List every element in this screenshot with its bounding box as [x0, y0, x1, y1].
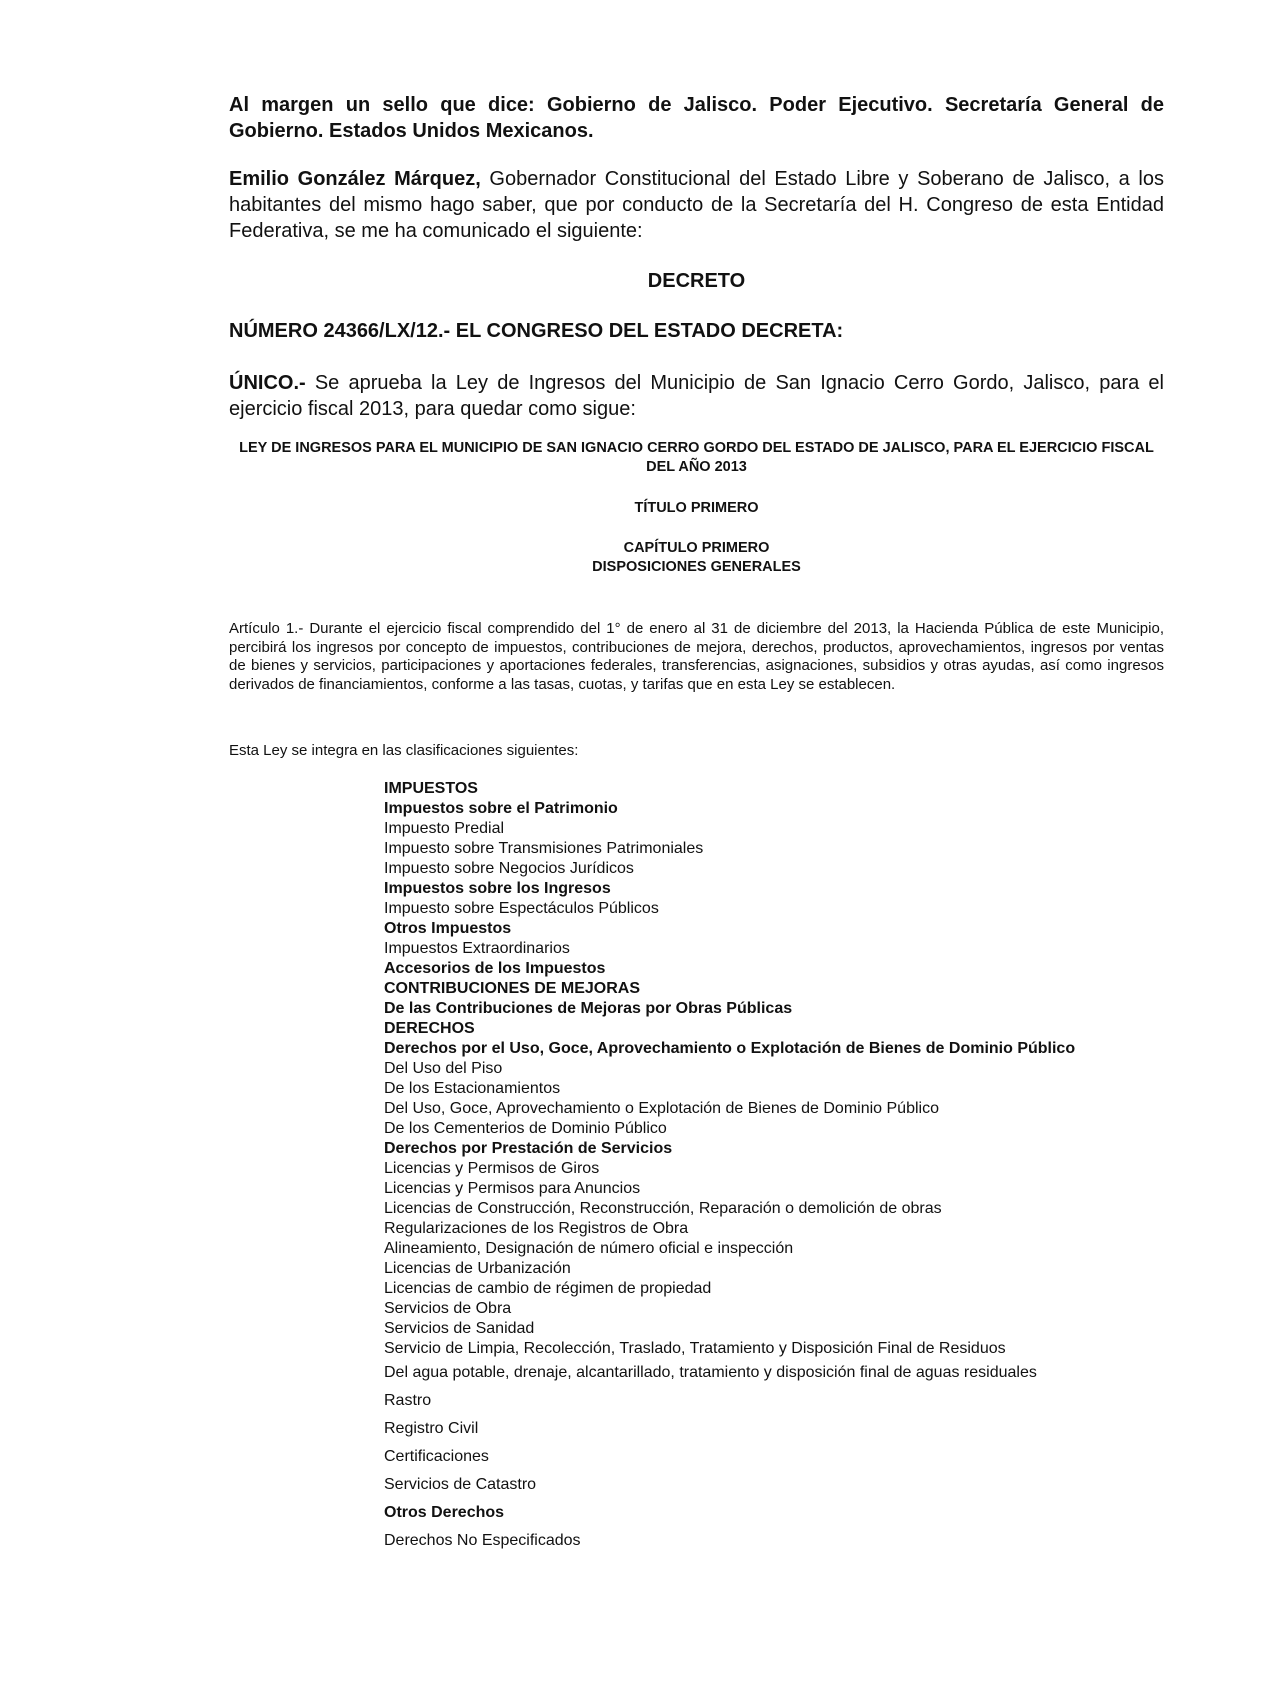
classification-item: Impuesto sobre Espectáculos Públicos — [384, 900, 659, 917]
classification-item: Licencias y Permisos de Giros — [384, 1160, 600, 1177]
law-title: LEY DE INGRESOS PARA EL MUNICIPIO DE SAN IGNACIO CERRO GORDO DEL ESTADO DE JALISCO, PARA EL EJERCICIO FISCAL DEL AÑO 2013 — [239, 440, 1154, 475]
decreto-number: NÚMERO 24366/LX/12.- EL CONGRESO DEL ESTADO DECRETA: — [229, 320, 844, 342]
classification-item: CONTRIBUCIONES DE MEJORAS — [384, 980, 641, 997]
intro-text: Gobernador Constitucional del Estado Libre y Soberano de Jalisco, a los habitantes del mismo hago saber, que por conducto de la Secretaría del H. Congreso de esta Entidad Federativa, se me ha comunicado el siguiente: — [229, 168, 1164, 242]
classification-item: Licencias y Permisos para Anuncios — [384, 1180, 641, 1197]
integra-text: Esta Ley se integra en las clasificaciones siguientes: — [229, 742, 579, 759]
classification-item: Impuesto Predial — [384, 820, 505, 837]
classification-item: IMPUESTOS — [384, 780, 478, 797]
capitulo-subheading: DISPOSICIONES GENERALES — [592, 559, 801, 575]
classification-item: Derechos por Prestación de Servicios — [384, 1140, 673, 1157]
classification-item: Regularizaciones de los Registros de Obra — [384, 1220, 689, 1237]
governor-name: Emilio González Márquez, — [229, 168, 481, 190]
unico-paragraph — [229, 370, 1164, 422]
classification-item: Otros Impuestos — [384, 920, 512, 937]
classification-item: Registro Civil — [384, 1420, 479, 1437]
classification-item: Rastro — [384, 1392, 432, 1409]
articulo-1: Artículo 1.- Durante el ejercicio fiscal comprendido del 1° de enero al 31 de diciembre del 2013, la Hacienda Pública de este Municipio, percibirá los ingresos por concepto de impuestos, contribuciones de mejora, derechos, productos, aprovechamientos, ingresos por ventas de bienes y servicios, participaciones y aportaciones federales, transferencias, asignaciones, subsidios y otras ayudas, así como ingresos derivados de financiamientos, conforme a las tasas, cuotas, y tarifas que en esta Ley se establecen. — [229, 620, 1164, 693]
classification-item: DERECHOS — [384, 1020, 475, 1037]
unico-label: ÚNICO.- — [229, 372, 306, 394]
classification-item: Impuestos Extraordinarios — [384, 940, 570, 957]
unico-text: Se aprueba la Ley de Ingresos del Municipio de San Ignacio Cerro Gordo, Jalisco, para el ejercicio fiscal 2013, para quedar como sigue: — [229, 372, 1164, 420]
classification-item: Licencias de cambio de régimen de propiedad — [384, 1280, 712, 1297]
titulo-heading: TÍTULO PRIMERO — [634, 500, 759, 516]
classification-list — [384, 779, 1174, 1555]
decreto-title: DECRETO — [647, 270, 746, 292]
seal-header: Al margen un sello que dice: Gobierno de Jalisco. Poder Ejecutivo. Secretaría General de Gobierno. Estados Unidos Mexicanos. — [229, 94, 1164, 142]
classification-item: Impuesto sobre Negocios Jurídicos — [384, 860, 634, 877]
classification-item: De las Contribuciones de Mejoras por Obras Públicas — [384, 1000, 793, 1017]
classification-item: Servicios de Obra — [384, 1300, 512, 1317]
classification-item: Otros Derechos — [384, 1504, 505, 1521]
classification-item: Del agua potable, drenaje, alcantarillado, tratamiento y disposición final de aguas residuales — [384, 1364, 1037, 1381]
classification-item: Impuesto sobre Transmisiones Patrimoniales — [384, 840, 704, 857]
classification-item: Servicios de Sanidad — [384, 1320, 535, 1337]
intro-paragraph — [229, 166, 1164, 244]
classification-item: Derechos por el Uso, Goce, Aprovechamiento o Explotación de Bienes de Dominio Público — [384, 1040, 1076, 1057]
classification-item: Accesorios de los Impuestos — [384, 960, 606, 977]
classification-item: De los Cementerios de Dominio Público — [384, 1120, 667, 1137]
classification-item: Del Uso del Piso — [384, 1060, 503, 1077]
classification-item: De los Estacionamientos — [384, 1080, 561, 1097]
classification-item: Derechos No Especificados — [384, 1532, 581, 1549]
capitulo-heading: CAPÍTULO PRIMERO — [623, 540, 770, 556]
classification-item: Alineamiento, Designación de número oficial e inspección — [384, 1240, 794, 1257]
classification-item: Certificaciones — [384, 1448, 489, 1465]
classification-item: Servicios de Catastro — [384, 1476, 537, 1493]
classification-item: Impuestos sobre el Patrimonio — [384, 800, 618, 817]
classification-item: Servicio de Limpia, Recolección, Traslado, Tratamiento y Disposición Final de Residuos — [384, 1340, 1006, 1357]
classification-item: Impuestos sobre los Ingresos — [384, 880, 611, 897]
classification-item: Licencias de Urbanización — [384, 1260, 571, 1277]
classification-item: Licencias de Construcción, Reconstrucción, Reparación o demolición de obras — [384, 1200, 942, 1217]
classification-item: Del Uso, Goce, Aprovechamiento o Explotación de Bienes de Dominio Público — [384, 1100, 939, 1117]
